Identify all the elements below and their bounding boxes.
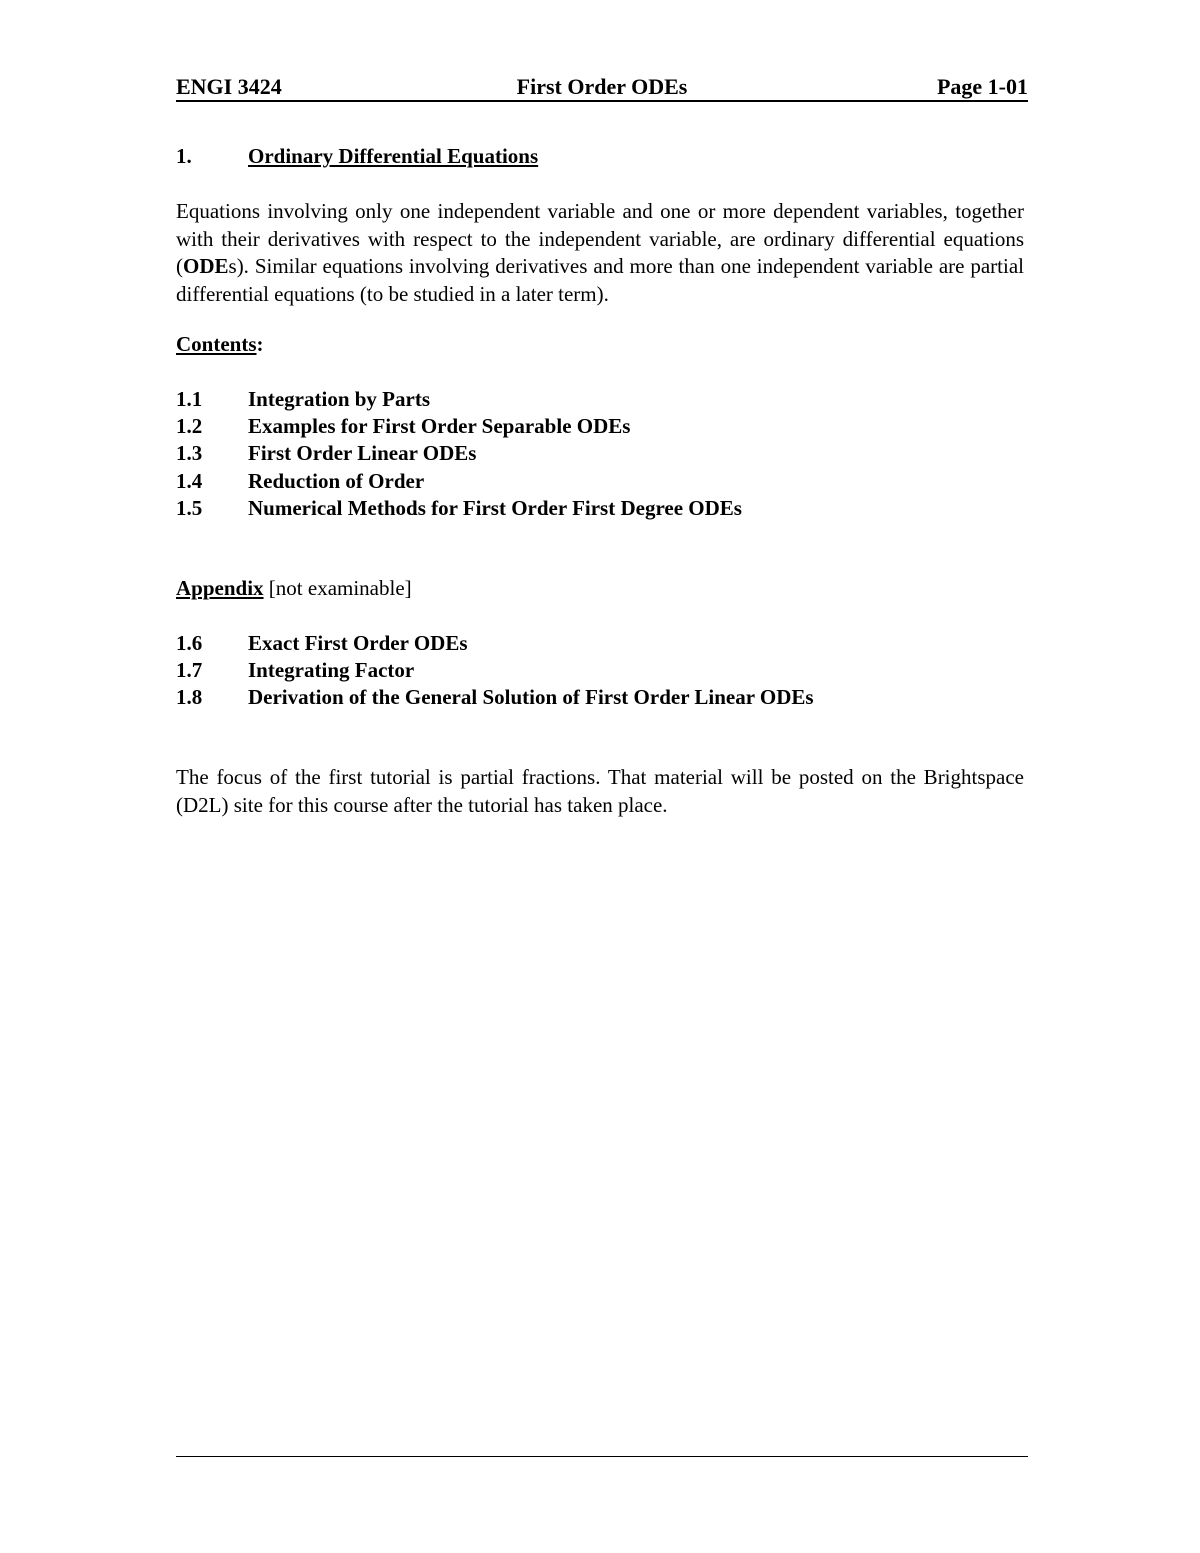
item-number: 1.3 bbox=[176, 441, 203, 466]
footer-rule bbox=[176, 1456, 1028, 1457]
item-number: 1.2 bbox=[176, 414, 203, 439]
appendix-label: Appendix bbox=[176, 576, 264, 600]
list-item bbox=[176, 657, 814, 684]
intro-text-2: s). Similar equations involving derivatives and more than one independent variable are partial differential equations (to be studied in a later term). bbox=[176, 254, 1024, 306]
item-title: First Order Linear ODEs bbox=[248, 441, 477, 466]
item-number: 1.4 bbox=[176, 468, 203, 493]
intro-bold-ode: ODE bbox=[183, 254, 229, 278]
item-number: 1.7 bbox=[176, 658, 203, 683]
list-item bbox=[176, 630, 814, 657]
course-code: ENGI 3424 bbox=[176, 74, 282, 99]
section-number: 1. bbox=[176, 144, 192, 168]
page-header bbox=[176, 72, 1028, 102]
list-item bbox=[176, 440, 742, 467]
section-title: Ordinary Differential Equations bbox=[248, 144, 539, 168]
list-item bbox=[176, 413, 742, 440]
header-topic: First Order ODEs bbox=[516, 74, 688, 99]
contents-colon: : bbox=[256, 332, 264, 356]
contents-label: Contents bbox=[176, 332, 257, 356]
item-number: 1.5 bbox=[176, 495, 203, 520]
item-number: 1.6 bbox=[176, 631, 203, 655]
contents-list bbox=[176, 386, 742, 522]
intro-paragraph bbox=[176, 198, 1024, 308]
item-title: Numerical Methods for First Order First Degree ODEs bbox=[248, 495, 742, 520]
list-item bbox=[176, 468, 742, 495]
contents-heading bbox=[176, 332, 264, 357]
item-title: Derivation of the General Solution of First Order Linear ODEs bbox=[248, 685, 814, 710]
list-item bbox=[176, 386, 742, 413]
section-heading bbox=[176, 144, 538, 169]
item-title: Exact First Order ODEs bbox=[248, 631, 468, 655]
item-title: Integrating Factor bbox=[248, 658, 415, 683]
list-item bbox=[176, 684, 814, 711]
item-title: Integration by Parts bbox=[248, 387, 430, 411]
item-title: Examples for First Order Separable ODEs bbox=[248, 414, 631, 439]
closing-paragraph: The focus of the first tutorial is partial fractions. That material will be posted on the Brightspace (D2L) site for this course after the tutorial has taken place. bbox=[176, 765, 1024, 817]
intro-text-1: Equations involving only one independent variable and one or more dependent variables, together with their derivatives with respect to the independent variable, are ordinary differential equations ( bbox=[176, 199, 1024, 278]
appendix-heading bbox=[176, 576, 412, 601]
item-number: 1.8 bbox=[176, 685, 203, 710]
list-item bbox=[176, 495, 742, 522]
appendix-note: [not examinable] bbox=[263, 576, 412, 600]
appendix-list bbox=[176, 630, 814, 712]
page-number: Page 1-01 bbox=[936, 74, 1028, 99]
item-number: 1.1 bbox=[176, 387, 203, 411]
item-title: Reduction of Order bbox=[248, 468, 425, 493]
